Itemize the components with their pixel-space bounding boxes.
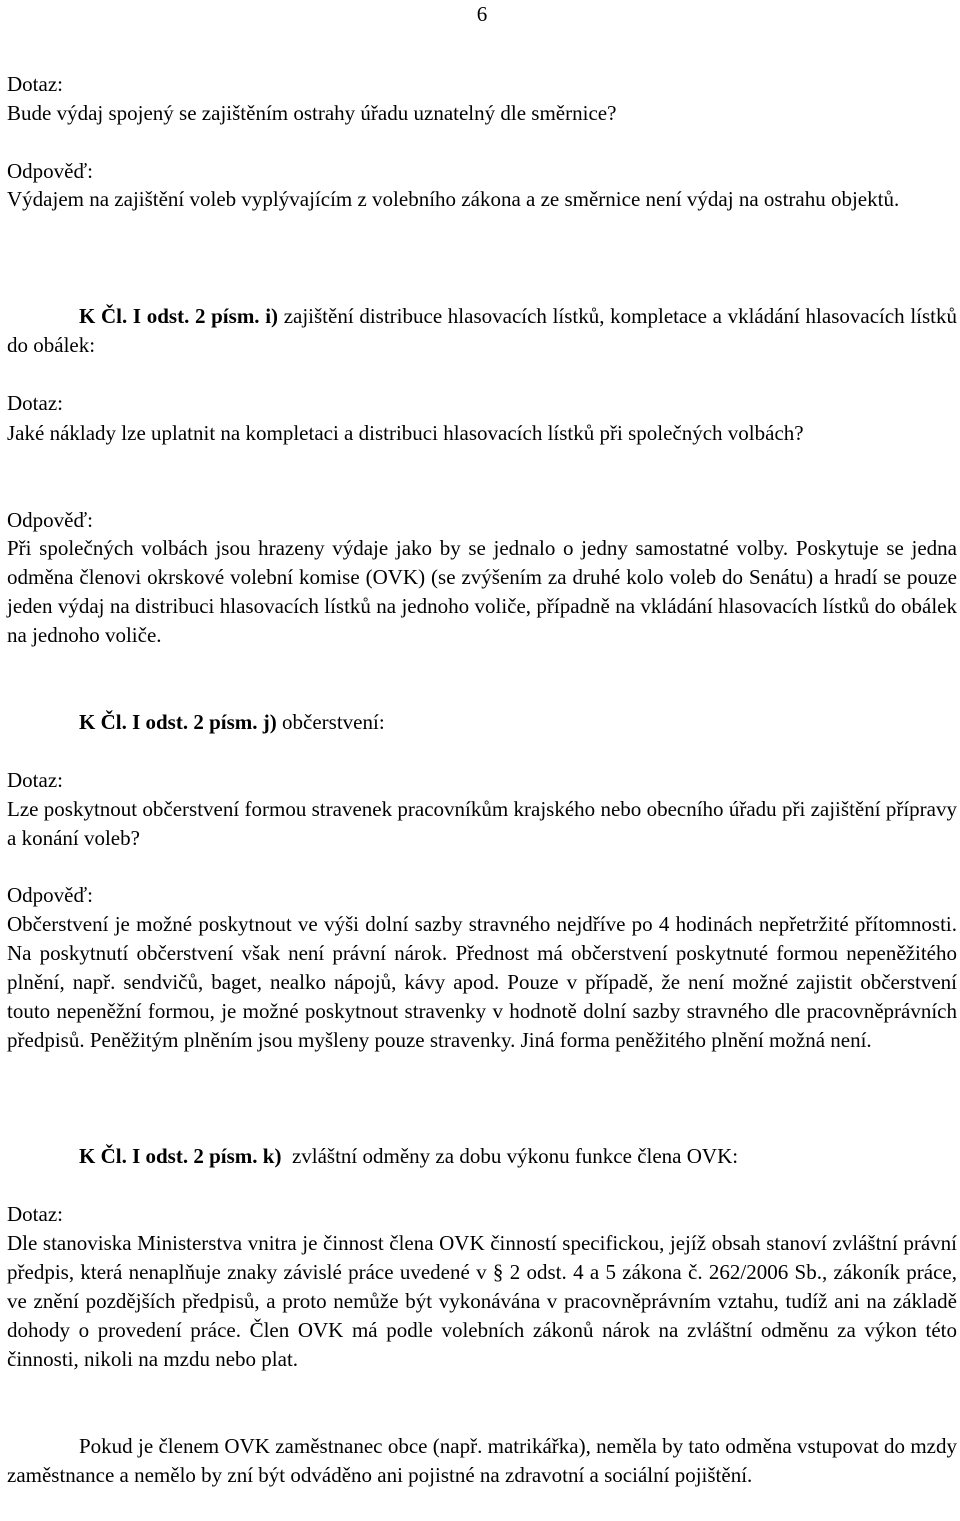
- page-number: 6: [476, 2, 488, 26]
- question-text: Lze poskytnout občerstvení formou stravenek pracovníkům krajského nebo obecního úřadu při zajištění přípravy a konání voleb?: [7, 797, 957, 850]
- answer-label: Odpověď:: [7, 883, 93, 907]
- question-text: Bude výdaj spojený se zajištěním ostrahy úřadu uznatelný dle směrnice?: [7, 101, 617, 125]
- answer-text: Výdajem na zajištění voleb vyplývajícím z volebního zákona a ze směrnice není výdaj na ostrahu objektů.: [7, 187, 900, 211]
- answer-label: Odpověď:: [7, 159, 93, 183]
- answer-text: Občerstvení je možné poskytnout ve výši dolní sazby stravného nejdříve po 4 hodinách nepřetržité přítomnosti. Na poskytnutí občerstvení však není právní nárok. Přednost má občerstvení poskytnuté formou nepeněžitého plnění, např. sendvičů, baget, nealko nápojů, kávy apod. Pouze v případě, že není možné zajistit občerstvení touto nepeněžní formou, je možné poskytnout stravenky v hodnotě dolní sazby stravného dle pracovněprávních předpisů. Peněžitým plněním jsou myšleny pouze stravenky. Jiná forma peněžitého plnění možná není.: [7, 912, 957, 1052]
- question-text: Jaké náklady lze uplatnit na kompletaci a distribuci hlasovacích lístků při společných volbách?: [7, 421, 804, 445]
- section-heading-ref: K Čl. I odst. 2 písm. j): [79, 710, 277, 734]
- section-heading-ref: K Čl. I odst. 2 písm. k): [79, 1144, 282, 1168]
- answer-label: Odpověď:: [7, 508, 93, 532]
- question-label: Dotaz:: [7, 1202, 63, 1226]
- question-label: Dotaz:: [7, 768, 63, 792]
- section-heading: [79, 1142, 957, 1171]
- question-label: Dotaz:: [7, 72, 63, 96]
- section-heading: [79, 708, 957, 737]
- answer-text: Při společných volbách jsou hrazeny výdaje jako by se jednalo o jedny samostatné volby. Poskytuje se jedna odměna členovi okrskové volební komise (OVK) (se zvýšením za druhé kolo voleb do Senátu) a hradí se pouze jeden výdaj na distribuci hlasovacích lístků na jednoho voliče, případně na vkládání hlasovacích lístků do obálek na jednoho voliče.: [7, 536, 957, 647]
- question-text: Pokud je členem OVK zaměstnanec obce (např. matrikářka), neměla by tato odměna vstupovat do mzdy zaměstnance a nemělo by zní být odváděno ani pojistné na zdravotní a sociální pojištění.: [7, 1434, 957, 1487]
- section-heading: [7, 302, 957, 360]
- question-label: Dotaz:: [7, 391, 63, 415]
- section-heading-text: zvláštní odměny za dobu výkonu funkce člena OVK:: [281, 1144, 739, 1168]
- section-heading-ref: K Čl. I odst. 2 písm. i): [79, 304, 279, 328]
- section-heading-text: občerstvení:: [276, 710, 385, 734]
- question-text: Dle stanoviska Ministerstva vnitra je činnost člena OVK činností specifickou, jejíž obsah stanoví zvláštní právní předpis, která nenaplňuje znaky závislé práce uvedené v § 2 odst. 4 a 5 zákona č. 262/2006 Sb., zákoník práce, ve znění pozdějších předpisů, a proto nemůže být vykonávána v pracovněprávním vztahu, tudíž ani na základě dohody o provedení práce. Člen OVK má podle volebních zákonů nárok na zvláštní odměnu za výkon této činnosti, nikoli na mzdu nebo plat.: [7, 1231, 957, 1371]
- section-heading-text: zajištění distribuce hlasovacích lístků, kompletace a vkládání hlasovacích lístků do obálek:: [7, 304, 957, 357]
